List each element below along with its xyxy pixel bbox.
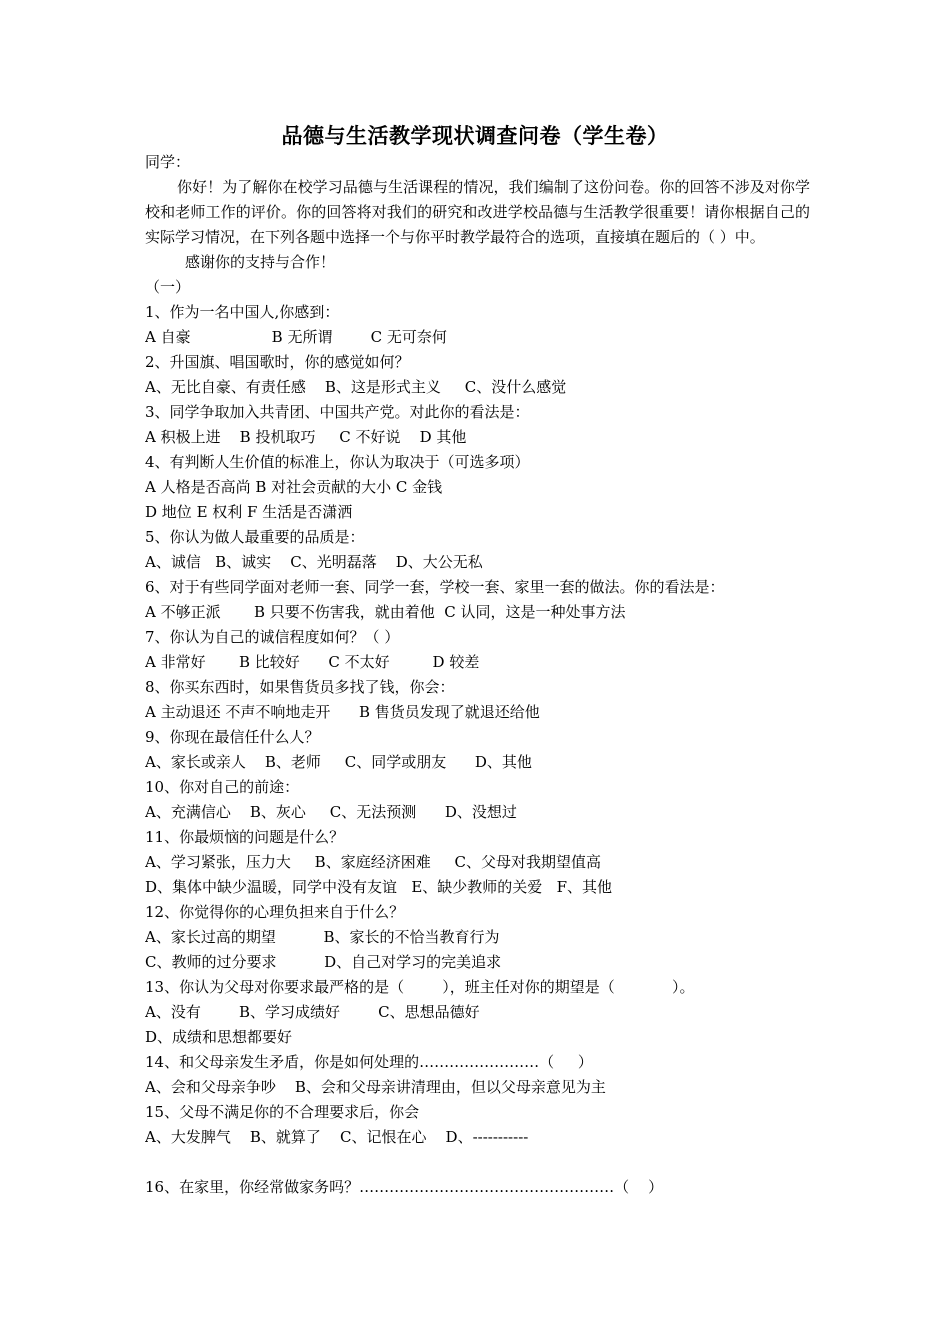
question-line: 8、你买东西时，如果售货员多找了钱，你会： <box>145 678 455 696</box>
question-line: 11、你最烦恼的问题是什么？ <box>145 828 345 846</box>
question-line: 13、你认为父母对你要求最严格的是（ ），班主任对你的期望是（ ）。 <box>145 978 695 996</box>
question-line: 14、和父母亲发生矛盾，你是如何处理的……………………（ ） <box>145 1053 593 1071</box>
question-line: 15、父母不满足你的不合理要求后，你会 <box>145 1103 420 1121</box>
question-line: 5、你认为做人最重要的品质是： <box>145 528 365 546</box>
option-line: A、无比自豪、有责任感 B、这是形式主义 C、没什么感觉 <box>145 378 567 396</box>
option-line: A、大发脾气 B、就算了 C、记恨在心 D、----------- <box>145 1128 529 1146</box>
blank-line <box>145 1150 810 1175</box>
question-line: 2、升国旗、唱国歌时，你的感觉如何？ <box>145 353 410 371</box>
option-line: A 非常好 B 比较好 C 不太好 D 较差 <box>145 653 480 671</box>
option-line: A、没有 B、学习成绩好 C、思想品德好 <box>145 1003 480 1021</box>
option-line: A 积极上进 B 投机取巧 C 不好说 D 其他 <box>145 428 467 446</box>
option-line: A 人格是否高尚 B 对社会贡献的大小 C 金钱 <box>145 478 443 496</box>
option-line: D、集体中缺少温暖，同学中没有友谊 E、缺少教师的关爱 F、其他 <box>145 878 612 896</box>
document-title: 品德与生活教学现状调查问卷（学生卷） <box>281 123 669 148</box>
option-line: D、成绩和思想都要好 <box>145 1028 293 1046</box>
question-line: 1、作为一名中国人,你感到： <box>145 303 340 321</box>
question-line: 10、你对自己的前途： <box>145 778 300 796</box>
option-line: A 自豪 B 无所谓 C 无可奈何 <box>145 328 447 346</box>
greeting: 同学： <box>145 153 191 171</box>
option-line: A 不够正派 B 只要不伤害我，就由着他 C 认同，这是一种处事方法 <box>145 603 626 621</box>
question-line: 7、你认为自己的诚信程度如何？（ ） <box>145 628 400 646</box>
question-line: 12、你觉得你的心理负担来自于什么？ <box>145 903 405 921</box>
question-line: 9、你现在最信任什么人？ <box>145 728 320 746</box>
option-line: A、诚信 B、诚实 C、光明磊落 D、大公无私 <box>145 553 483 571</box>
section-label: （一） <box>145 278 191 296</box>
question-line: 6、对于有些同学面对老师一套、同学一套，学校一套、家里一套的做法。你的看法是： <box>145 578 725 596</box>
option-line: A、家长过高的期望 B、家长的不恰当教育行为 <box>145 928 500 946</box>
option-line: A、学习紧张，压力大 B、家庭经济困难 C、父母对我期望值高 <box>145 853 602 871</box>
option-line: A 主动退还 不声不响地走开 B 售货员发现了就退还给他 <box>145 703 540 721</box>
intro-paragraph: 你好！为了解你在校学习品德与生活课程的情况，我们编制了这份问卷。你的回答不涉及对你学校和老师工作的评价。你的回答将对我们的研究和改进学校品德与生活教学很重要！请你根据自己的实际学习情况，在下列各题中选择一个与你平时教学最符合的选项，直接填在题后的（ ）中。 <box>145 178 810 246</box>
thanks-line: 感谢你的支持与合作！ <box>185 253 336 271</box>
option-line: A、家长或亲人 B、老师 C、同学或朋友 D、其他 <box>145 753 532 771</box>
option-line: A、充满信心 B、灰心 C、无法预测 D、没想过 <box>145 803 517 821</box>
question-line: 16、在家里，你经常做家务吗？……………………………………………（ ） <box>145 1178 664 1196</box>
option-line: C、教师的过分要求 D、自己对学习的完美追求 <box>145 953 502 971</box>
document-body <box>145 150 810 1200</box>
option-line: A、会和父母亲争吵 B、会和父母亲讲清理由，但以父母亲意见为主 <box>145 1078 606 1096</box>
option-line: D 地位 E 权利 F 生活是否潇洒 <box>145 503 353 521</box>
question-line: 3、同学争取加入共青团、中国共产党。对此你的看法是： <box>145 403 530 421</box>
question-line: 4、有判断人生价值的标准上，你认为取决于（可选多项） <box>145 453 530 471</box>
